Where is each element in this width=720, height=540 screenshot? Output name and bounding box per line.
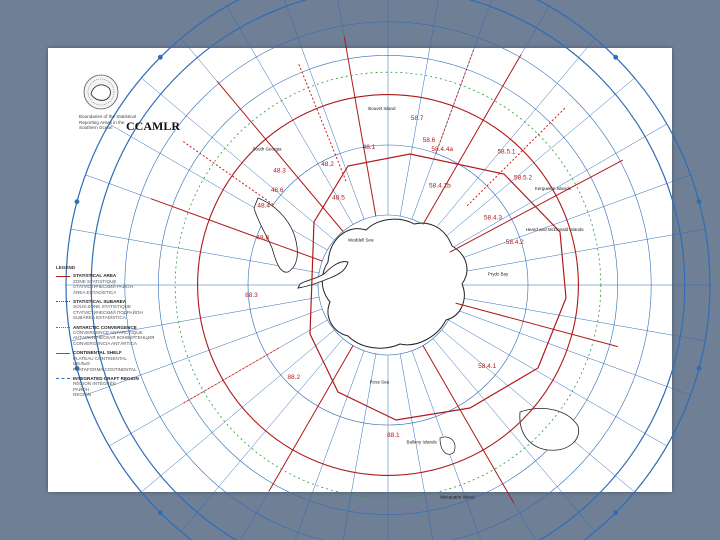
- meridian-line: [109, 124, 327, 250]
- area-code-label: 48.1: [362, 144, 376, 152]
- legend-swatch-icon: [56, 276, 70, 277]
- legend-item: [56, 325, 176, 347]
- antarctica-continent: [322, 219, 467, 348]
- area-code-label: 88.2: [287, 374, 301, 382]
- ring-arrow-icon: [697, 199, 702, 204]
- legend-item-translation: RÉGION INTÉGRÉE: [73, 381, 116, 387]
- legend-item-label: STATISTICAL AREA: [56, 273, 176, 278]
- legend-item-translation: CONVERGENCE ANTARCTIQUE: [73, 330, 143, 336]
- legend-item-translation: PLATEAU CONTINENTAL: [73, 355, 127, 361]
- area-code-label: 58.4.1: [478, 363, 497, 371]
- legend-item-translation: СТАТИСТИЧЕСКИЙ РАЙОН: [73, 284, 133, 290]
- legend-item-label: CONTINENTAL SHELF: [56, 350, 176, 355]
- place-label: Macquarie Island: [440, 494, 475, 500]
- area-code-label: 58.5.1: [497, 148, 516, 156]
- area-code-label: 58.5.2: [513, 174, 533, 182]
- meridian-line: [454, 309, 691, 395]
- legend-item: [56, 273, 176, 295]
- area-code-label: 48.5: [332, 194, 345, 202]
- place-label: Weddell Sea: [348, 237, 374, 243]
- legend-swatch-icon: [56, 353, 70, 354]
- legend-item-translation: SOUS-ZONE STATISTIQUE: [73, 304, 132, 310]
- page-title: CCAMLR: [126, 119, 180, 133]
- ring-arrow-icon: [613, 510, 618, 515]
- legend-item-translation: PLATAFORMA CONTINENTAL: [73, 366, 137, 372]
- area-code-label: 58.4.3: [483, 214, 502, 222]
- emblem-icon: [84, 75, 118, 109]
- legend-item: [56, 376, 176, 398]
- slide: [48, 48, 672, 500]
- meridian-line: [181, 339, 343, 532]
- legend-item-translation: ÁREA ESTADÍSTICA: [73, 289, 117, 295]
- area-code-label: 88.3: [245, 291, 258, 299]
- meridian-line: [141, 78, 334, 240]
- area-code-label: 48.2: [321, 161, 334, 169]
- area-code-label: 48.3: [273, 167, 286, 175]
- legend-item-label: ANTARCTIC CONVERGENCE: [56, 325, 176, 330]
- legend-swatch-icon: [56, 327, 70, 328]
- meridian-line: [442, 78, 635, 240]
- legend-item-translation: РАЙОН: [73, 386, 90, 392]
- legend-item: [56, 299, 176, 321]
- area-code-label: 88.1: [386, 432, 400, 440]
- legend-item-label: INTEGRATED CRAFT REGION: [56, 376, 176, 381]
- legend-item-translation: ZONE STATISTIQUE: [73, 278, 117, 284]
- area-code-label: 58.7: [410, 114, 424, 122]
- legend-item-translation: АНТАРКТИЧЕСКАЯ КОНВЕРГЕНЦИЯ: [73, 335, 155, 341]
- legend-swatch-icon: [56, 301, 70, 302]
- map-legend: [56, 265, 176, 402]
- ring-arrow-icon: [158, 510, 163, 515]
- area-boundary-line: [217, 81, 343, 231]
- area-code-label: 58.4.4a: [431, 145, 454, 153]
- place-label: Bouvet Island: [368, 105, 396, 111]
- meridian-line: [457, 297, 705, 341]
- area-boundary-line: [344, 37, 376, 216]
- place-label: Heard and McDonald Islands: [525, 226, 584, 232]
- ring-arrow-icon: [158, 55, 163, 60]
- meridian-line: [457, 226, 705, 273]
- area-boundary-line: [450, 160, 623, 252]
- place-label: Kerguelen Islands: [534, 185, 571, 191]
- area-code-label: 48.8: [256, 234, 270, 242]
- legend-item: [56, 350, 176, 372]
- place-label: Prydz Bay: [487, 271, 509, 277]
- area-boundary-line: [423, 346, 514, 504]
- page-subtitle: Boundaries of the Statistical Reporting Areas in the Southern Ocean: [79, 114, 136, 131]
- area-code-label: 48.4: [257, 202, 270, 210]
- legend-title: LEGEND: [56, 265, 76, 270]
- legend-item-translation: REGIÓN: [73, 392, 92, 398]
- australia-coast: [520, 408, 579, 450]
- meridian-line: [412, 0, 498, 219]
- area-code-label: 58.4.1b: [429, 182, 451, 190]
- place-label: South Georgia: [252, 146, 282, 152]
- place-label: Balleny Islands: [406, 439, 437, 445]
- area-code-label: 58.4.2: [505, 238, 524, 246]
- legend-item-translation: СТАТИСТИЧЕСКИЙ ПОДРАЙОН: [73, 309, 143, 315]
- legend-item-translation: SUBÁREA ESTADÍSTICA: [73, 315, 126, 321]
- land-masses: [254, 198, 579, 454]
- area-boundary-line: [423, 55, 521, 225]
- meridian-line: [278, 0, 364, 219]
- legend-swatch-icon: [56, 378, 70, 379]
- legend-item-translation: CONVERGENCIA ANTÁRTICA: [73, 340, 137, 346]
- place-label: Ross Sea: [369, 379, 390, 385]
- area-code-label: 48.6: [270, 186, 284, 194]
- area-code-label: 58.6: [422, 137, 436, 145]
- legend-item-translation: ШЕЛЬФ: [73, 361, 90, 367]
- ring-arrow-icon: [75, 199, 80, 204]
- new-zealand: [440, 437, 455, 454]
- legend-items: [56, 273, 176, 397]
- ring-arrow-icon: [697, 366, 702, 371]
- legend-item-label: STATISTICAL SUBAREA: [56, 299, 176, 304]
- ring-arrow-icon: [613, 55, 618, 60]
